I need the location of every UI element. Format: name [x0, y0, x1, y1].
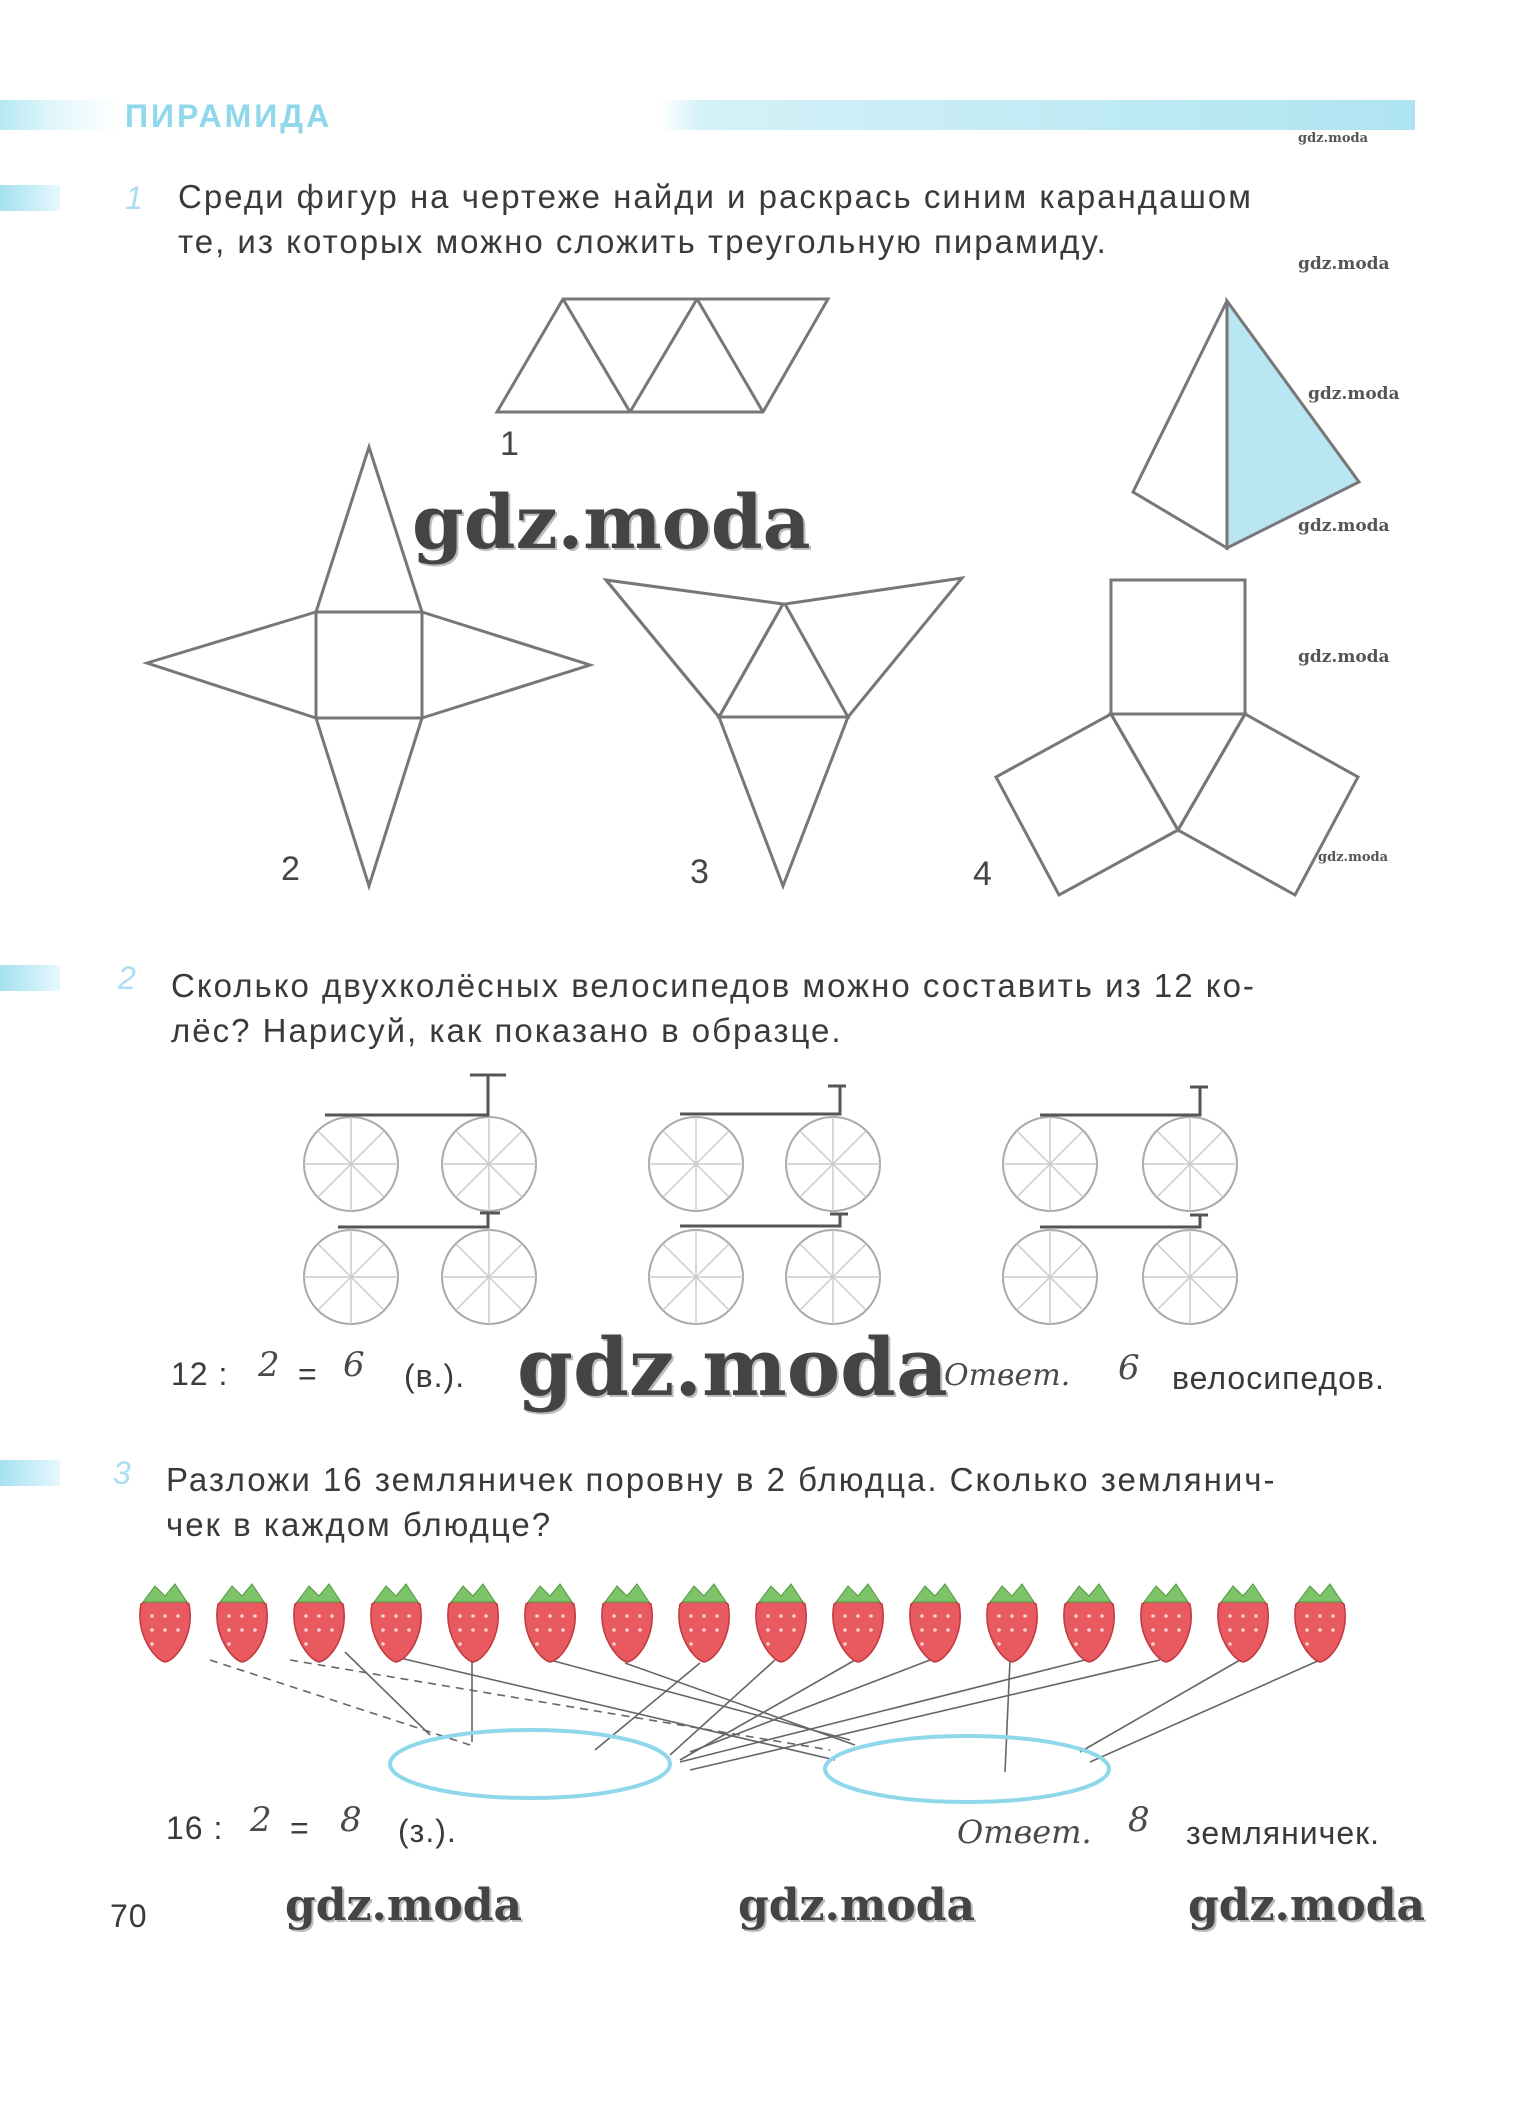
watermark-large: gdz.moda — [738, 1880, 976, 1931]
task-text-line: Разложи 16 земляничек поровну в 2 блюдца. Сколько землянич- — [166, 1461, 1277, 1498]
task-number: 2 — [118, 960, 136, 996]
strawberry — [756, 1584, 806, 1662]
handwritten-result: 6 — [343, 1345, 365, 1385]
strawberry — [140, 1584, 190, 1662]
strawberry — [217, 1584, 267, 1662]
strawberry — [679, 1584, 729, 1662]
watermark: gdz.moda — [1308, 384, 1400, 404]
expression-prefix: 16 : — [166, 1810, 224, 1846]
strawberry — [294, 1584, 344, 1662]
task-text-line: чек в каждом блюдце? — [166, 1506, 553, 1543]
task-number: 3 — [113, 1455, 131, 1491]
figure-label: 1 — [500, 425, 519, 463]
handwritten-answer: 6 — [1118, 1348, 1140, 1388]
answer-label: Ответ. — [957, 1813, 1092, 1851]
watermark: gdz.moda — [1318, 850, 1389, 865]
watermark: gdz.moda — [1298, 131, 1369, 146]
answer-word: велосипедов. — [1172, 1360, 1385, 1396]
task-number: 1 — [125, 180, 143, 216]
handwritten-divisor: 2 — [258, 1345, 280, 1385]
watermark-large: gdz.moda — [285, 1880, 523, 1931]
strawberry — [1064, 1584, 1114, 1662]
strawberry — [371, 1584, 421, 1662]
page-title: ПИРАМИДА — [125, 98, 333, 134]
strawberry — [1295, 1584, 1345, 1662]
task-text-line: Среди фигур на чертеже найди и раскрась синим карандашом — [178, 178, 1253, 215]
watermark-large: gdz.moda — [412, 480, 811, 566]
page-number: 70 — [110, 1898, 148, 1934]
watermark-large: gdz.moda — [517, 1320, 948, 1414]
task-text-line: Сколько двухколёсных велосипедов можно составить из 12 ко- — [171, 967, 1256, 1004]
strawberry — [1141, 1584, 1191, 1662]
handwritten-result: 8 — [340, 1800, 362, 1840]
watermark-large: gdz.moda — [1188, 1880, 1426, 1931]
equals-sign: = — [290, 1810, 310, 1846]
unit: (в.). — [404, 1358, 466, 1394]
expression-prefix: 12 : — [171, 1356, 229, 1392]
strawberry — [833, 1584, 883, 1662]
unit: (з.). — [398, 1813, 457, 1849]
strawberry — [1218, 1584, 1268, 1662]
task-text-line: лёс? Нарисуй, как показано в образце. — [171, 1012, 843, 1049]
task-text-line: те, из которых можно сложить треугольную пирамиду. — [178, 223, 1108, 260]
strawberry — [448, 1584, 498, 1662]
handwritten-divisor: 2 — [250, 1800, 272, 1840]
equals-sign: = — [298, 1356, 318, 1392]
figure-label: 4 — [973, 855, 992, 893]
answer-word: земляничек. — [1186, 1815, 1381, 1851]
figure-label: 2 — [281, 850, 300, 888]
watermark: gdz.moda — [1298, 254, 1390, 274]
figure-label: 3 — [690, 853, 709, 891]
watermark: gdz.moda — [1298, 516, 1390, 536]
strawberry — [987, 1584, 1037, 1662]
strawberry — [910, 1584, 960, 1662]
answer-label: Ответ. — [944, 1358, 1071, 1393]
handwritten-answer: 8 — [1128, 1800, 1150, 1840]
strawberry — [525, 1584, 575, 1662]
strawberry — [602, 1584, 652, 1662]
watermark: gdz.moda — [1298, 647, 1390, 667]
